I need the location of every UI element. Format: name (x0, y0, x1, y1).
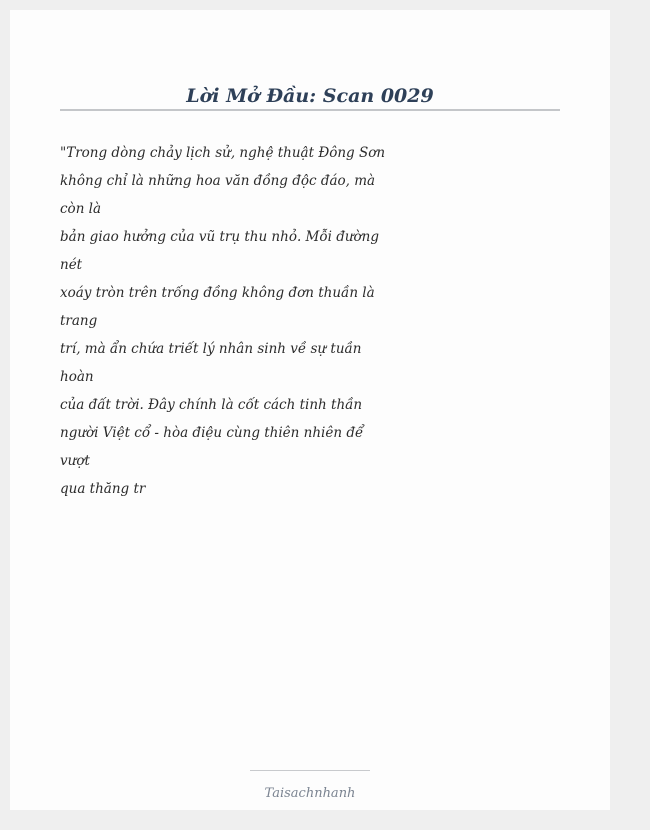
text-line: không chỉ là những hoa văn đồng độc đáo, mà (60, 173, 376, 189)
text-line: nét (60, 257, 83, 273)
footer-divider (250, 770, 370, 771)
text-line: của đất trời. Đây chính là cốt cách tinh thần (60, 397, 363, 413)
text-line: hoàn (60, 369, 94, 385)
text-line: trang (60, 313, 98, 329)
footer-text: Taisachnhanh (264, 786, 356, 801)
text-line: còn là (60, 201, 102, 217)
text-line: vượt (60, 453, 90, 469)
text-line: trí, mà ẩn chứa triết lý nhân sinh về sự tuần (60, 341, 362, 357)
text-line: "Trong dòng chảy lịch sử, nghệ thuật Đông Sơn (60, 145, 386, 161)
text-line: xoáy tròn trên trống đồng không đơn thuần là (60, 285, 375, 301)
text-line: bản giao hưởng của vũ trụ thu nhỏ. Mỗi đường (60, 229, 380, 245)
title-divider (60, 109, 560, 111)
document-page (10, 10, 610, 810)
text-line: người Việt cổ - hòa điệu cùng thiên nhiên để (60, 425, 364, 441)
text-line: qua thăng tr (60, 481, 146, 497)
page-title: Lời Mở Đầu: Scan 0029 (186, 85, 434, 107)
body-text (60, 139, 386, 503)
